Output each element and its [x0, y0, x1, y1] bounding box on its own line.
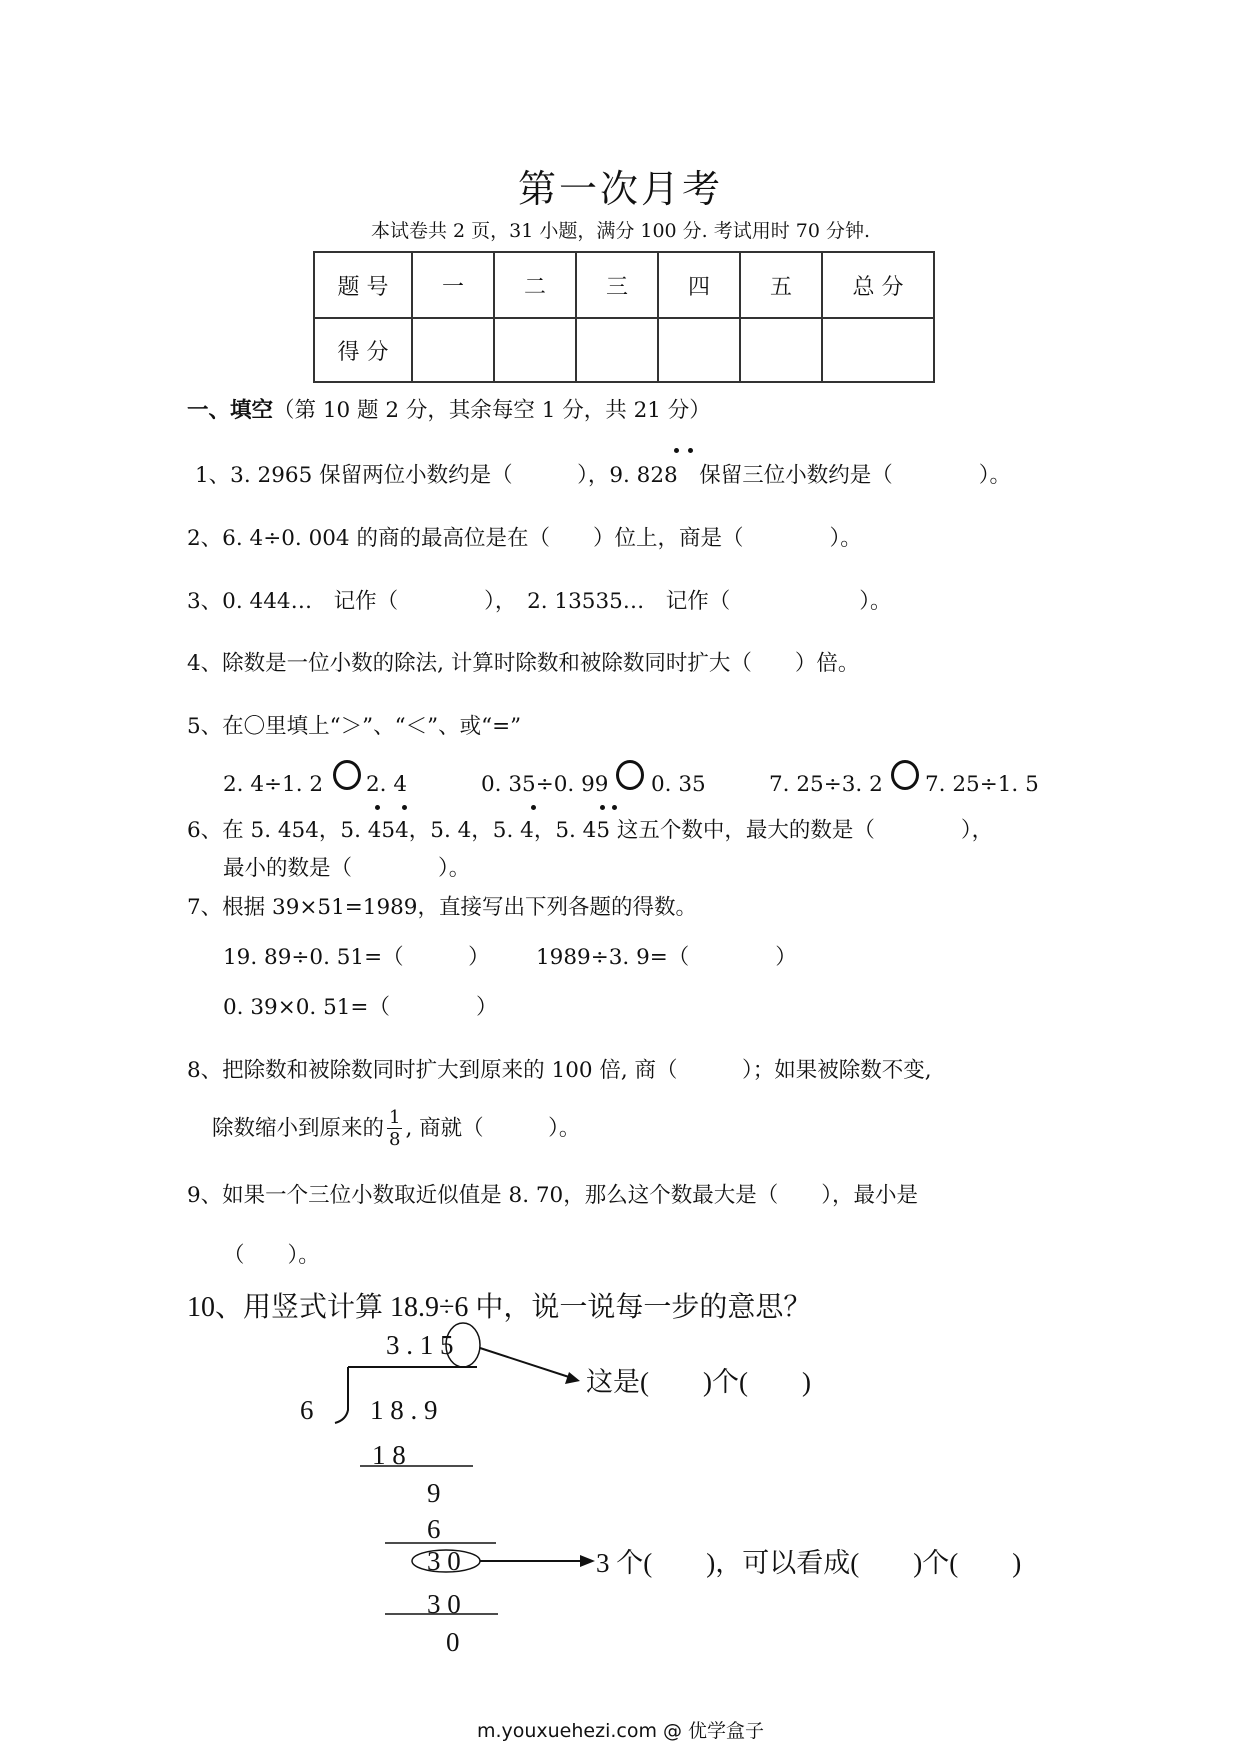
compare-c-right: 7. 25÷1. 5: [925, 772, 1039, 797]
score-col-3: 三: [576, 252, 658, 318]
ld-annotation-1: 这是( )个( ): [586, 1367, 811, 1397]
ld-step-5: 3 0: [427, 1589, 461, 1619]
question-7-b: 1989÷3. 9=（ ）: [536, 945, 797, 970]
arrow-head-icon: [580, 1555, 595, 1567]
ld-step-3: 6: [427, 1514, 441, 1544]
question-7-a: 19. 89÷0. 51=（ ）: [223, 945, 490, 970]
question-6-line-2: 最小的数是（ ）。: [223, 856, 471, 881]
compare-a-left: 2. 4÷1. 2: [223, 772, 324, 797]
exam-info: 本试卷共 2 页，31 小题，满分 100 分. 考试用时 70 分钟.: [370, 220, 871, 242]
ld-step-4: 3 0: [427, 1546, 461, 1576]
score-row-label: 得 分: [314, 318, 412, 382]
section-note: （第 10 题 2 分，其余每空 1 分，共 21 分）: [273, 398, 711, 423]
ld-highlight-ellipse: [446, 1323, 480, 1367]
ld-divisor: 6: [300, 1395, 314, 1425]
score-col-4: 四: [658, 252, 740, 318]
compare-b-right: 0. 35: [651, 772, 706, 797]
question-6: 6、在 5. 454，5. 454，5. 4，5. 4，5. 45 这五个数中，最大的数是（ ），: [187, 818, 994, 843]
ld-highlight-ellipse: [412, 1550, 480, 1572]
question-8-text-a: 除数缩小到原来的: [212, 1116, 385, 1141]
arrow-head-icon: [565, 1372, 580, 1384]
score-col-1: 一: [412, 252, 494, 318]
question-5: 5、在〇里填上“＞”、“＜”、或“=”: [187, 714, 522, 739]
ld-quotient: 3 . 1 5: [386, 1330, 454, 1360]
question-4: 4、除数是一位小数的除法, 计算时除数和被除数同时扩大（ ）倍。: [187, 651, 860, 676]
compare-b-left: 0. 35÷0. 99: [481, 772, 609, 797]
question-8-text-b: , 商就（ ）。: [405, 1116, 581, 1141]
question-7: 7、根据 39×51=1989，直接写出下列各题的得数。: [187, 895, 697, 920]
fraction-denominator: 8: [389, 1129, 401, 1150]
ld-dividend: 1 8 . 9: [370, 1395, 438, 1425]
score-col-total: 总 分: [822, 252, 934, 318]
question-10: 10、用竖式计算 18.9÷6 中，说一说每一步的意思？: [187, 1292, 812, 1323]
score-col-5: 五: [740, 252, 822, 318]
compare-a-right: 2. 4: [366, 772, 408, 797]
ld-annotation-2: 3 个( )，可以看成( )个( ): [596, 1548, 1022, 1578]
question-8: 8、把除数和被除数同时扩大到原来的 100 倍, 商（ ）；如果被除数不变,: [187, 1058, 932, 1083]
section-title: 一、填空: [187, 398, 274, 423]
score-col-2: 二: [494, 252, 576, 318]
compare-c-left: 7. 25÷3. 2: [769, 772, 883, 797]
page-title: 第一次月考: [517, 167, 723, 211]
ld-remainder: 0: [446, 1627, 460, 1657]
ld-step-1: 1 8: [372, 1440, 406, 1470]
question-1: 1、3. 2965 保留两位小数约是（ ），9. 828 保留三位小数约是（ ）。: [195, 463, 1011, 488]
question-9: 9、如果一个三位小数取近似值是 8. 70，那么这个数最大是（ ），最小是: [187, 1183, 918, 1208]
question-9-line-2: （ ）。: [223, 1243, 320, 1268]
question-2: 2、6. 4÷0. 004 的商的最高位是在（ ）位上，商是（ ）。: [187, 526, 862, 551]
footer-watermark: m.youxuehezi.com @ 优学盒子: [476, 1720, 765, 1742]
ld-step-2: 9: [427, 1478, 441, 1508]
question-3: 3、0. 444… 记作（ ）， 2. 13535… 记作（ ）。: [187, 589, 892, 614]
question-7-c: 0. 39×0. 51=（ ）: [223, 995, 498, 1020]
ld-bracket-side: [335, 1367, 348, 1423]
fraction-numerator: 1: [389, 1107, 401, 1128]
ld-arrow-1: [480, 1348, 572, 1378]
score-row-label: 题 号: [314, 252, 412, 318]
